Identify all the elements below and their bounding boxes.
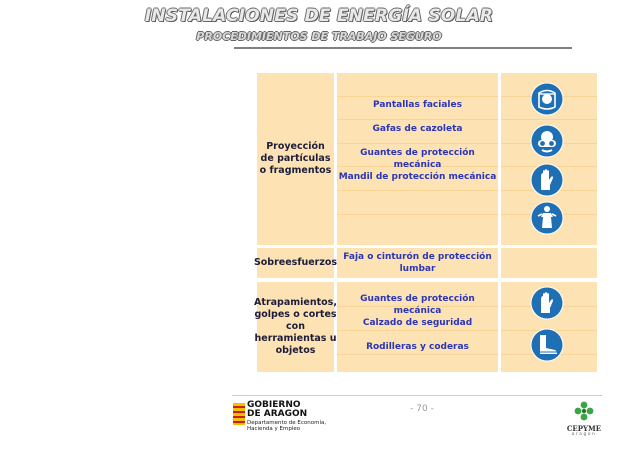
page-title: INSTALACIONES DE ENERGÍA SOLAR bbox=[144, 6, 494, 26]
safety-boots-icon bbox=[530, 328, 564, 362]
logo-text: DE ARAGON bbox=[247, 409, 308, 419]
hazard-label: Proyección de partículas o fragmentos bbox=[259, 141, 332, 176]
measure-item: Guantes de protección mecánica bbox=[360, 294, 475, 316]
measure-item: Rodilleras y coderas bbox=[366, 342, 469, 352]
face-shield-icon bbox=[530, 82, 564, 116]
aragon-flag-icon bbox=[233, 403, 245, 425]
row-separator bbox=[337, 190, 498, 191]
measure-item: Calzado de seguridad bbox=[362, 318, 473, 328]
gloves-icon bbox=[530, 163, 564, 197]
row-separator bbox=[337, 214, 498, 215]
cepyme-logo bbox=[562, 400, 606, 440]
hazard-label: Atrapamientos, golpes o cortes con herramientas u objetos bbox=[254, 297, 337, 356]
measure-item: Mandil de protección mecánica bbox=[338, 172, 497, 182]
row-separator bbox=[337, 96, 498, 97]
row-separator bbox=[337, 119, 498, 120]
logo-text: Departamento de Economía, bbox=[247, 420, 327, 426]
row-separator bbox=[337, 330, 498, 331]
header-rule bbox=[234, 47, 572, 49]
row-separator bbox=[337, 354, 498, 355]
page-subtitle: PROCEDIMIENTOS DE TRABAJO SEGURO bbox=[196, 30, 442, 43]
measure-item: Gafas de cazoleta bbox=[372, 124, 463, 134]
gobierno-aragon-logo bbox=[233, 401, 337, 431]
signs-cell-2 bbox=[501, 248, 597, 278]
measure-item: Pantallas faciales bbox=[373, 100, 462, 110]
row-separator bbox=[501, 119, 597, 120]
cepyme-emblem-icon bbox=[573, 400, 595, 422]
footer-rule bbox=[232, 395, 602, 396]
goggles-icon bbox=[530, 124, 564, 158]
logo-text: GOBIERNO bbox=[247, 400, 301, 410]
row-separator bbox=[337, 143, 498, 144]
page-number: - 70 - bbox=[410, 404, 434, 414]
apron-icon bbox=[530, 201, 564, 235]
logo-text: Hacienda y Empleo bbox=[247, 426, 301, 432]
gloves-icon bbox=[530, 286, 564, 320]
measure-item: Faja o cinturón de protección lumbar bbox=[343, 252, 492, 274]
measure-item: Guantes de protección mecánica bbox=[360, 148, 475, 170]
hazard-label: Sobreesfuerzos bbox=[253, 257, 338, 268]
logo-text: aragon bbox=[571, 432, 597, 437]
logo-text: CEPYME bbox=[566, 424, 602, 433]
